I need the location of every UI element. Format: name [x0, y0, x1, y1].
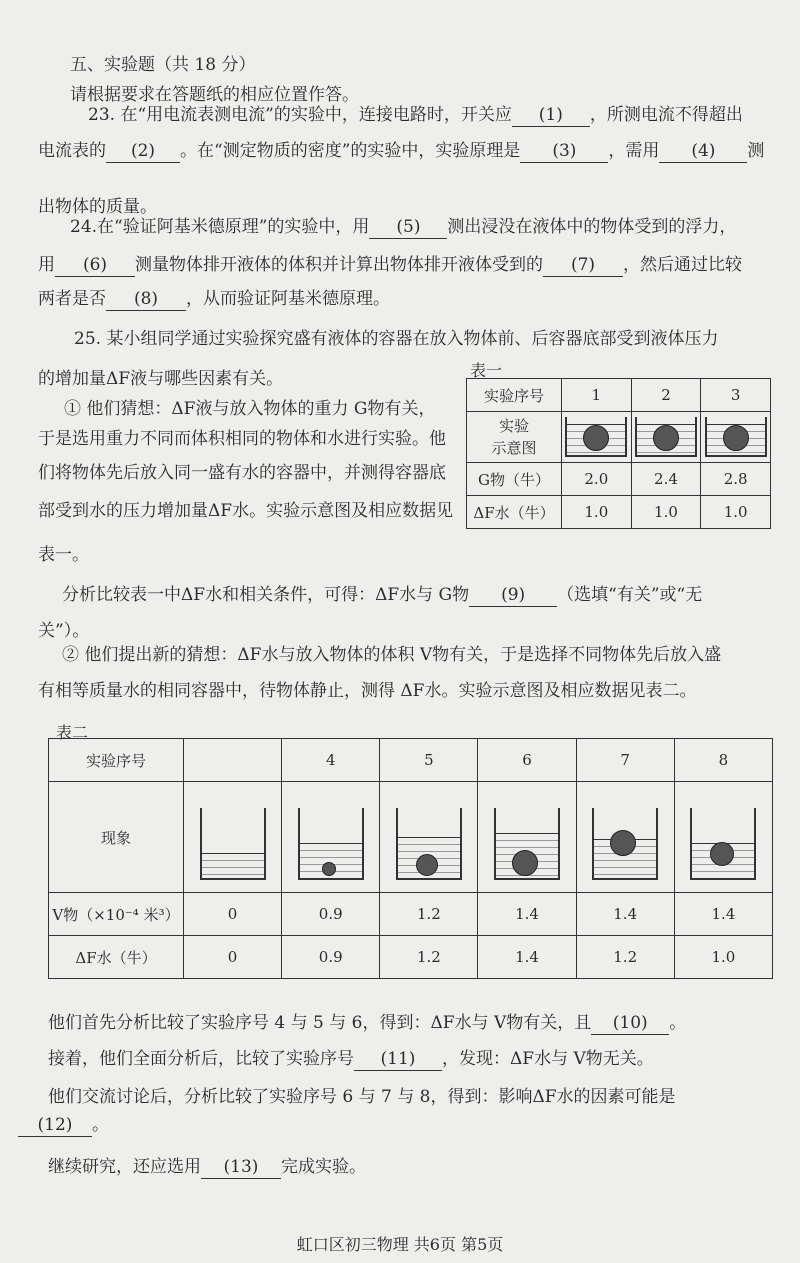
table2-cell: 0.9 [282, 936, 380, 979]
table2-row-V [49, 893, 773, 936]
answer-blank-8: (8) [106, 288, 186, 311]
beaker-diagram [200, 808, 266, 880]
answer-blank-3: (3) [520, 140, 608, 163]
analysis1-line1: 分析比较表一中ΔF水和相关条件，可得：ΔF水与 G物 (9) （选填“有关”或“无 [62, 585, 703, 605]
table1-cell: 1.0 [631, 496, 701, 529]
table1-header: G物（牛） [467, 463, 562, 496]
table1-diagram-2 [631, 412, 701, 463]
table2-cell: 5 [380, 739, 478, 782]
conclusion-line4: 继续研究，还应选用 (13) 完成实验。 [48, 1157, 366, 1177]
answer-blank-4: (4) [659, 140, 747, 163]
conclusion-line2: 接着，他们全面分析后，比较了实验序号 (11) ，发现：ΔF水与 V物无关。 [48, 1049, 654, 1069]
beaker-diagram [298, 808, 364, 880]
table2 [48, 738, 773, 979]
answer-blank-6: (6) [55, 254, 135, 277]
table2-diagram-8 [674, 782, 772, 893]
table2-row-id [49, 739, 773, 782]
table2-header: 现象 [49, 782, 184, 893]
beaker-diagram [494, 808, 560, 880]
table2-cell: 1.4 [478, 936, 576, 979]
guess1-line2: 于是选用重力不同而体积相同的物体和水进行实验。他 [38, 429, 446, 449]
answer-blank-11: (11) [354, 1048, 442, 1071]
table2-cell: 6 [478, 739, 576, 782]
table1-cell: 2 [631, 379, 701, 412]
table2-diagram-6 [478, 782, 576, 893]
table2-cell: 8 [674, 739, 772, 782]
table2-cell: 1.2 [380, 893, 478, 936]
table1-header: ΔF水（牛） [467, 496, 562, 529]
q24-line3: 两者是否 (8) ，从而验证阿基米德原理。 [38, 289, 390, 309]
table2-cell: 1.2 [380, 936, 478, 979]
table2-cell: 0 [184, 893, 282, 936]
table2-cell: 1.4 [478, 893, 576, 936]
table2-header: 实验序号 [49, 739, 184, 782]
beaker-diagram [396, 808, 462, 880]
table2-cell: 4 [282, 739, 380, 782]
q23-line1: 23. 在“用电流表测电流”的实验中，连接电路时，开关应 (1) ，所测电流不得超出 [88, 105, 743, 125]
answer-blank-7: (7) [543, 254, 623, 277]
table2-cell: 0 [184, 936, 282, 979]
analysis1-line2: 关”）。 [38, 621, 90, 641]
table2-diagram-4 [282, 782, 380, 893]
table2-diagram-5 [380, 782, 478, 893]
guess2-line2: 有相等质量水的相同容器中，待物体静止，测得 ΔF水。实验示意图及相应数据见表二。 [38, 681, 697, 701]
beaker-diagram [690, 808, 756, 880]
beaker-diagram [592, 808, 658, 880]
table1-diagram-3 [701, 412, 771, 463]
answer-blank-9: (9) [469, 584, 557, 607]
guess1-line4: 部受到水的压力增加量ΔF水。实验示意图及相应数据见 [38, 501, 454, 521]
table1-diagram-1 [562, 412, 632, 463]
answer-blank-10: (10) [591, 1012, 669, 1035]
beaker-diagram [635, 417, 697, 457]
table1-caption: 表一 [470, 361, 503, 380]
answer-blank-13: (13) [201, 1156, 281, 1179]
table2-cell: 1.4 [576, 893, 674, 936]
table1-header: 实验 示意图 [467, 412, 562, 463]
guess2-line1: ② 他们提出新的猜想：ΔF水与放入物体的体积 V物有关，于是选择不同物体先后放入盛 [62, 645, 722, 665]
table1-cell: 2.0 [562, 463, 632, 496]
table1-cell: 1 [562, 379, 632, 412]
table1-row-id [467, 379, 771, 412]
answer-blank-12: (12) [18, 1114, 92, 1137]
answer-blank-5: (5) [369, 216, 447, 239]
table2-cell: 7 [576, 739, 674, 782]
table2-cell: 1.2 [576, 936, 674, 979]
table2-row-diagram [49, 782, 773, 893]
table1-cell: 2.8 [701, 463, 771, 496]
section-instruction: 请根据要求在答题纸的相应位置作答。 [70, 85, 359, 105]
table2-cell [184, 739, 282, 782]
section-title: 五、实验题（共 18 分） [70, 55, 256, 75]
table2-header: V物（×10⁻⁴ 米³） [49, 893, 184, 936]
conclusion-line1: 他们首先分析比较了实验序号 4 与 5 与 6，得到：ΔF水与 V物有关，且 (10) 。 [48, 1013, 687, 1033]
table1-header: 实验序号 [467, 379, 562, 412]
table2-diagram-7 [576, 782, 674, 893]
q25-intro-line1: 25. 某小组同学通过实验探究盛有液体的容器在放入物体前、后容器底部受到液体压力 [74, 329, 719, 349]
table1-cell: 1.0 [701, 496, 771, 529]
conclusion-line3b: (12) 。 [18, 1114, 109, 1137]
table2-header: ΔF水（牛） [49, 936, 184, 979]
q25-intro-line2: 的增加量ΔF液与哪些因素有关。 [38, 369, 284, 389]
table1-row-diagram [467, 412, 771, 463]
table1-cell: 1.0 [562, 496, 632, 529]
guess1-line3: 们将物体先后放入同一盛有水的容器中，并测得容器底 [38, 463, 446, 483]
table2-cell: 1.0 [674, 936, 772, 979]
table1-cell: 2.4 [631, 463, 701, 496]
table2-row-dF [49, 936, 773, 979]
answer-blank-1: (1) [512, 104, 590, 127]
q24-line1: 24.在“验证阿基米德原理”的实验中，用 (5) 测出浸没在液体中的物体受到的浮力， [70, 217, 737, 237]
table2-cell: 0.9 [282, 893, 380, 936]
q23-line2: 电流表的 (2) 。在“测定物质的密度”的实验中，实验原理是 (3) ，需用 (4) 测 [38, 141, 765, 161]
guess1-line5: 表一。 [38, 545, 89, 565]
table1-row-G [467, 463, 771, 496]
conclusion-line3: 他们交流讨论后，分析比较了实验序号 6 与 7 与 8，得到：影响ΔF水的因素可能是 [48, 1087, 676, 1107]
table1-row-dF [467, 496, 771, 529]
guess1-line1: ① 他们猜想：ΔF液与放入物体的重力 G物有关， [64, 399, 436, 419]
table2-cell: 1.4 [674, 893, 772, 936]
beaker-diagram [705, 417, 767, 457]
page-footer: 虹口区初三物理 共6页 第5页 [296, 1235, 504, 1254]
q23-line3: 出物体的质量。 [38, 197, 157, 217]
table1 [466, 378, 771, 529]
table1-cell: 3 [701, 379, 771, 412]
table2-caption: 表二 [56, 723, 89, 742]
table2-diagram-empty [184, 782, 282, 893]
q24-line2: 用 (6) 测量物体排开液体的体积并计算出物体排开液体受到的 (7) ，然后通过比较 [38, 255, 742, 275]
beaker-diagram [565, 417, 627, 457]
answer-blank-2: (2) [106, 140, 180, 163]
